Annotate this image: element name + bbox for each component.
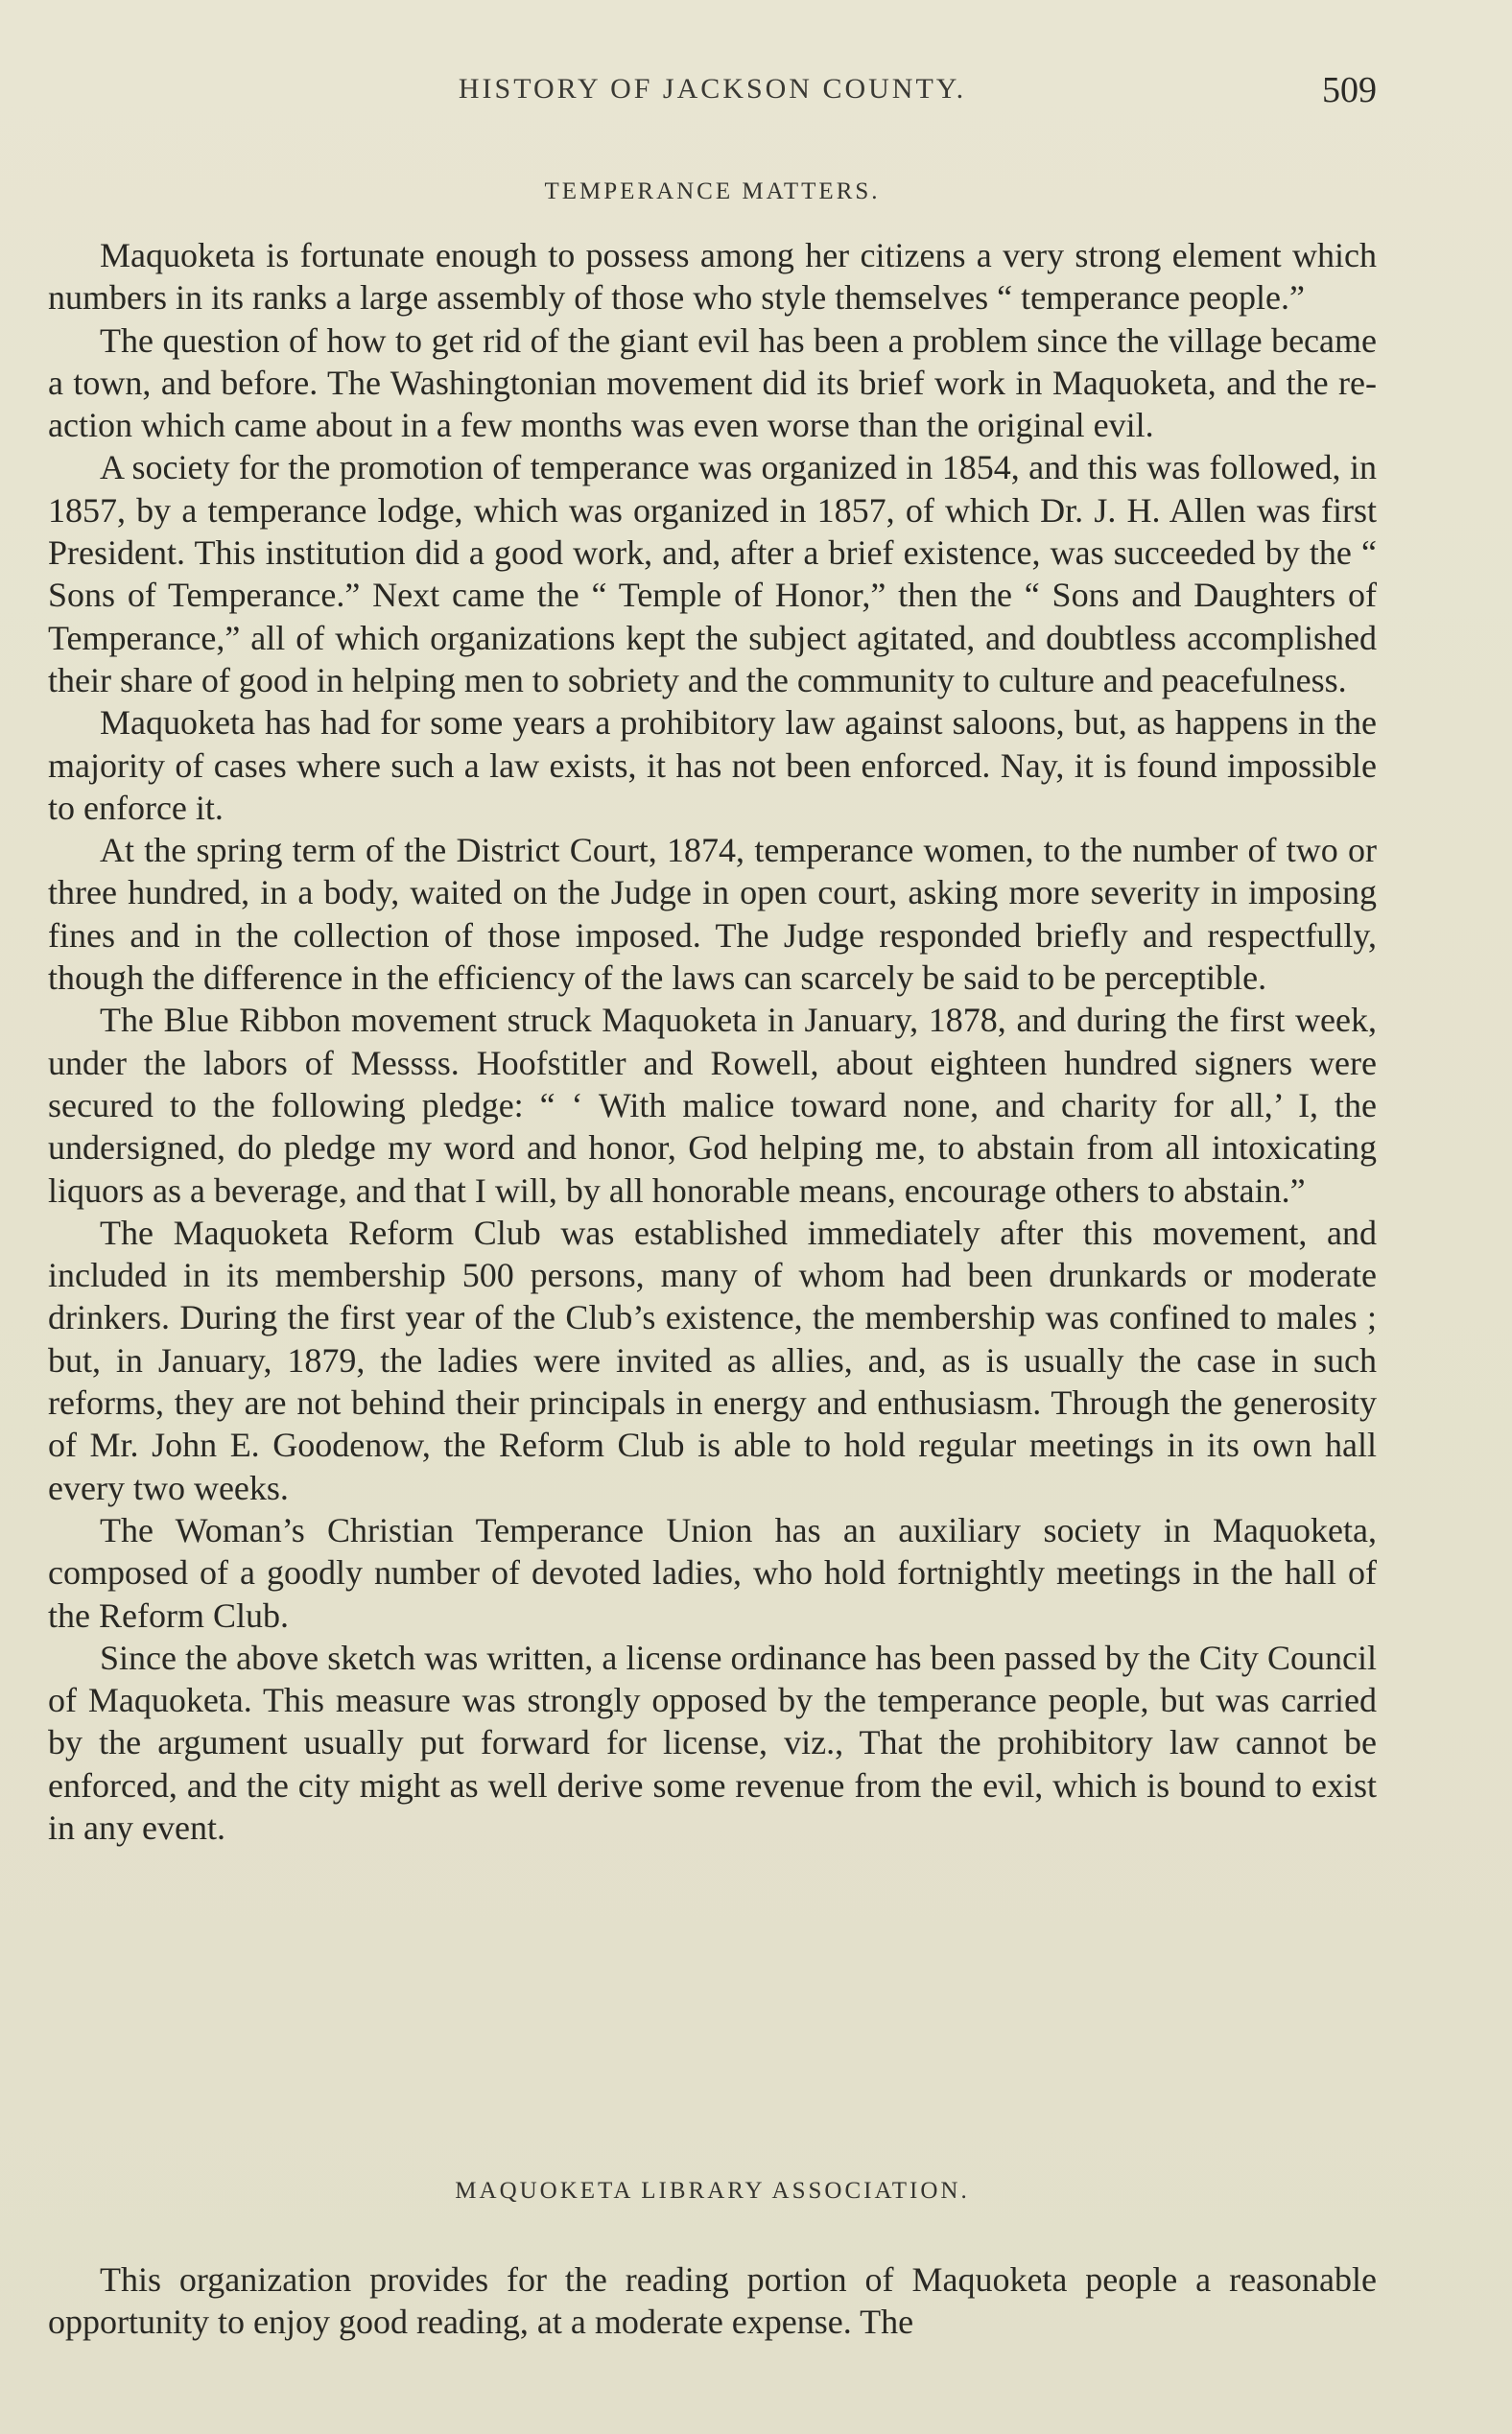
page-number: 509 xyxy=(1322,70,1377,110)
paragraph: At the spring term of the District Court, 1874, temperance women, to the number of two or three hundred, in a body, waited on the Judge in open court, asking more severity in imposing fines and in the collection of those imposed. The Judge responded briefly and respectfully, though the difference in the efficiency of the laws can scarcely be said to be perceptible. xyxy=(48,831,1377,998)
paragraph: The Blue Ribbon movement struck Maquoketa in January, 1878, and during the first week, under the labors of Messss. Hoofstitler and Rowell, about eighteen hundred signers were secured to the following pledge: “ ‘ With malice toward none, and charity for all,’ I, the undersigned, do pledge my word and honor, God helping me, to abstain from all intoxicating liquors as a beverage, and that I will, by all honorable means, encourage others to abstain.” xyxy=(48,1001,1377,1210)
paragraph: A society for the promotion of temperance was organized in 1854, and this was followed, in 1857, by a temperance lodge, which was organized in 1857, of which Dr. J. H. Allen was first President. This institution did a good work, and, after a brief existence, was succeeded by the “ Sons of Temperance.” Next came the “ Temple of Honor,” then the “ Sons and Daughters of Temperance,” all of which organizations kept the subject agitated, and doubtless accomplished their share of good in helping men to sobriety and the community to culture and peacefulness. xyxy=(48,448,1377,699)
paragraph: Maquoketa has had for some years a prohibitory law against saloons, but, as happens in the majority of cases where such a law exists, it has not been enforced. Nay, it is found impossible to enforce it. xyxy=(48,703,1377,827)
paragraph: Since the above sketch was written, a license ordinance has been passed by the City Council of Maquoketa. This measure was strongly opposed by the temperance people, but was carried by the argument usually put forward for license, viz., That the prohibitory law cannot be enforced, and the city might as well derive some revenue from the evil, which is bound to exist in any event. xyxy=(48,1638,1377,1847)
paragraph: This organization provides for the reading portion of Maquoketa people a reasonable opportunity to enjoy good reading, at a moderate expense. The xyxy=(48,2260,1377,2342)
section-body-library xyxy=(48,2258,1377,2344)
section-body-temperance xyxy=(48,234,1377,1849)
paragraph: The question of how to get rid of the giant evil has been a problem since the village became a town, and before. The Washingtonian movement did its brief work in Maquoketa, and the re-action which came about in a few months was even worse than the original evil. xyxy=(48,320,1377,445)
running-head-title: HISTORY OF JACKSON COUNTY. xyxy=(458,73,967,105)
section-heading-temperance: TEMPERANCE MATTERS. xyxy=(544,178,881,204)
section-heading-library: MAQUOKETA LIBRARY ASSOCIATION. xyxy=(455,2178,970,2204)
paragraph: Maquoketa is fortunate enough to possess among her citizens a very strong element which numbers in its ranks a large assembly of those who style themselves “ temperance people.” xyxy=(48,236,1377,318)
paragraph: The Maquoketa Reform Club was established immediately after this movement, and included in its membership 500 persons, many of whom had been drunkards or moderate drinkers. During the first year of the Club’s existence, the membership was confined to males ; but, in January, 1879, the ladies were invited as allies, and, as is usually the case in such reforms, they are not behind their principals in energy and enthusiasm. Through the generosity of Mr. John E. Goodenow, the Reform Club is able to hold regular meetings in its own hall every two weeks. xyxy=(48,1213,1377,1507)
running-head xyxy=(48,69,1377,117)
paragraph: The Woman’s Christian Temperance Union has an auxiliary society in Maquoketa, composed of a goodly number of devoted ladies, who hold fortnightly meetings in the hall of the Reform Club. xyxy=(48,1510,1377,1635)
